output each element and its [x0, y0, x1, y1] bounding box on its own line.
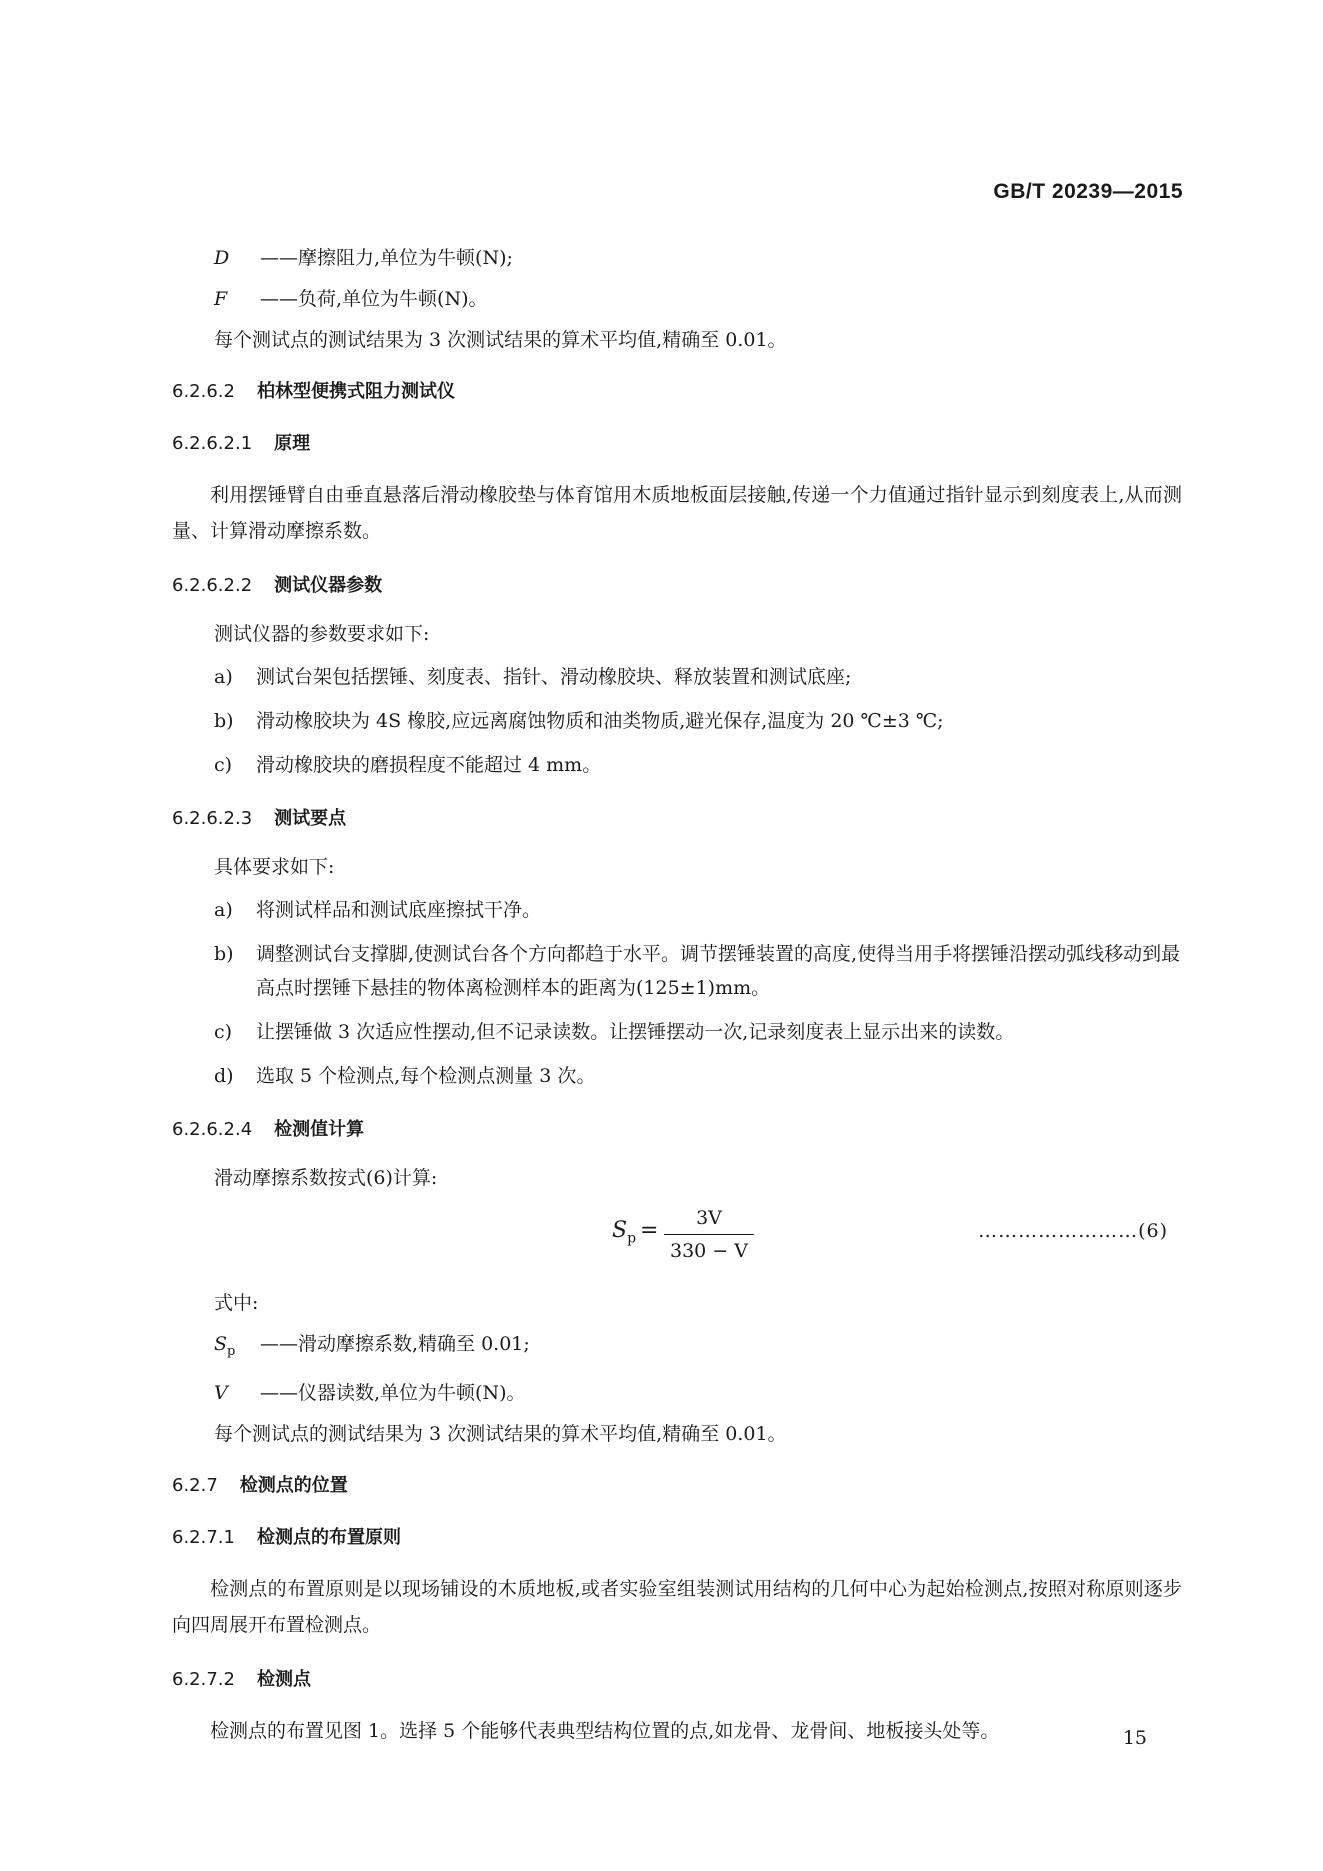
section-6-2-6-2-4 [172, 1115, 1182, 1145]
definition-f-text: ——负荷,单位为牛顿(N)。 [260, 288, 488, 310]
where-label: 式中: [214, 1292, 259, 1314]
section-number: 6.2.6.2.1 [172, 433, 253, 454]
list-item-text: 滑动橡胶块的磨损程度不能超过 4 mm。 [256, 754, 602, 776]
list-item [214, 893, 1182, 927]
list-item-label: d) [214, 1065, 234, 1087]
list-item-text: 测试台架包括摆锤、刻度表、指针、滑动橡胶块、释放装置和测试底座; [256, 666, 852, 688]
formula-number: ……………………(6) [978, 1220, 1168, 1242]
list-item-text: 选取 5 个检测点,每个检测点测量 3 次。 [256, 1065, 596, 1087]
symbol-sp: $S_p$ [214, 1333, 236, 1359]
section-number: 6.2.7.2 [172, 1668, 235, 1690]
section-number: 6.2.6.2.3 [172, 808, 253, 829]
section-title: 检测点 [256, 1668, 311, 1690]
fraction-bar [664, 1234, 754, 1235]
definition-sp [214, 1329, 1182, 1367]
page-number: 15 [1122, 1727, 1147, 1749]
section-number: 6.2.7 [172, 1474, 218, 1496]
list-item [214, 748, 1182, 782]
section-number: 6.2.6.2 [172, 381, 235, 402]
list-item-label: b) [214, 943, 234, 965]
requirements-intro: 具体要求如下: [214, 856, 335, 878]
list-item [214, 1059, 1182, 1093]
result-note-2: 每个测试点的测试结果为 3 次测试结果的算术平均值,精确至 0.01。 [214, 1422, 787, 1445]
list-item-label: a) [214, 666, 233, 688]
section-6-2-6-2-2 [172, 571, 1182, 601]
section-title: 检测点的布置原则 [256, 1526, 401, 1548]
list-item [214, 660, 1182, 694]
symbol-d: D [214, 247, 230, 269]
list-item [214, 1015, 1182, 1049]
formula-intro: 滑动摩擦系数按式(6)计算: [214, 1167, 438, 1189]
list-item-label: a) [214, 899, 233, 921]
definition-f [214, 284, 1182, 314]
list-item-text: 让摆锤做 3 次适应性摆动,但不记录读数。让摆锤摆动一次,记录刻度表上显示出来的读数。 [256, 1021, 1015, 1043]
definition-sp-text: ——滑动摩擦系数,精确至 0.01; [260, 1333, 530, 1355]
list-item [214, 704, 1182, 738]
section-number: 6.2.6.2.2 [172, 575, 253, 596]
result-note-1: 每个测试点的测试结果为 3 次测试结果的算术平均值,精确至 0.01。 [214, 329, 787, 351]
definition-v-text: ——仪器读数,单位为牛顿(N)。 [260, 1381, 526, 1404]
section-number: 6.2.6.2.4 [172, 1119, 253, 1140]
list-item-label: b) [214, 710, 234, 732]
definition-v [214, 1378, 1182, 1408]
list-item-text: 滑动橡胶块为 4S 橡胶,应远离腐蚀物质和油类物质,避光保存,温度为 20 ℃±3 ℃; [256, 710, 944, 732]
formula-lhs: $S_p$ = [612, 1218, 659, 1247]
symbol-f: F [214, 288, 228, 310]
section-6-2-7-1 [172, 1523, 1182, 1553]
list-item [214, 937, 1182, 1005]
document-code-header: GB/T 20239—2015 [993, 180, 1183, 203]
layout-principle-paragraph: 检测点的布置原则是以现场铺设的木质地板,或者实验室组装测试用结构的几何中心为起始检测点,按照对称原则逐步向四周展开布置检测点。 [172, 1577, 1182, 1636]
formula-numerator: 3V [696, 1207, 722, 1229]
section-6-2-6-2 [172, 377, 1182, 407]
section-number: 6.2.7.1 [172, 1526, 235, 1548]
document-body [172, 243, 1182, 1763]
formula-fraction [664, 1204, 754, 1265]
definition-d [214, 243, 1182, 273]
list-item-text: 调整测试台支撑脚,使测试台各个方向都趋于水平。调节摆锤装置的高度,使得当用手将摆锤沿摆动弧线移动到最高点时摆锤下悬挂的物体离检测样本的距离为(125±1)mm。 [256, 943, 1181, 999]
principle-paragraph: 利用摆锤臂自由垂直悬落后滑动橡胶垫与体育馆用木质地板面层接触,传递一个力值通过指针显示到刻度表上,从而测量、计算滑动摩擦系数。 [172, 484, 1182, 542]
list-item-text: 将测试样品和测试底座擦拭干净。 [256, 899, 542, 921]
section-6-2-7 [172, 1471, 1182, 1501]
definition-d-text: ——摩擦阻力,单位为牛顿(N); [260, 247, 513, 269]
section-6-2-6-2-1 [172, 429, 1182, 459]
section-title: 测试仪器参数 [274, 575, 383, 596]
section-title: 柏林型便携式阻力测试仪 [256, 381, 455, 402]
section-title: 原理 [274, 433, 311, 454]
section-title: 测试要点 [274, 808, 347, 829]
list-item-label: c) [214, 1021, 233, 1043]
symbol-v: V [214, 1381, 228, 1404]
list-item-label: c) [214, 754, 233, 776]
section-6-2-6-2-3 [172, 804, 1182, 834]
formula-denominator: 330 − V [670, 1240, 748, 1262]
section-6-2-7-2 [172, 1665, 1182, 1695]
section-title: 检测点的位置 [239, 1474, 348, 1496]
section-title: 检测值计算 [274, 1119, 365, 1140]
parameters-intro: 测试仪器的参数要求如下: [214, 623, 430, 645]
test-points-paragraph: 检测点的布置见图 1。选择 5 个能够代表典型结构位置的点,如龙骨、龙骨间、地板接头处等。 [210, 1719, 1000, 1742]
formula-6 [172, 1204, 1182, 1278]
